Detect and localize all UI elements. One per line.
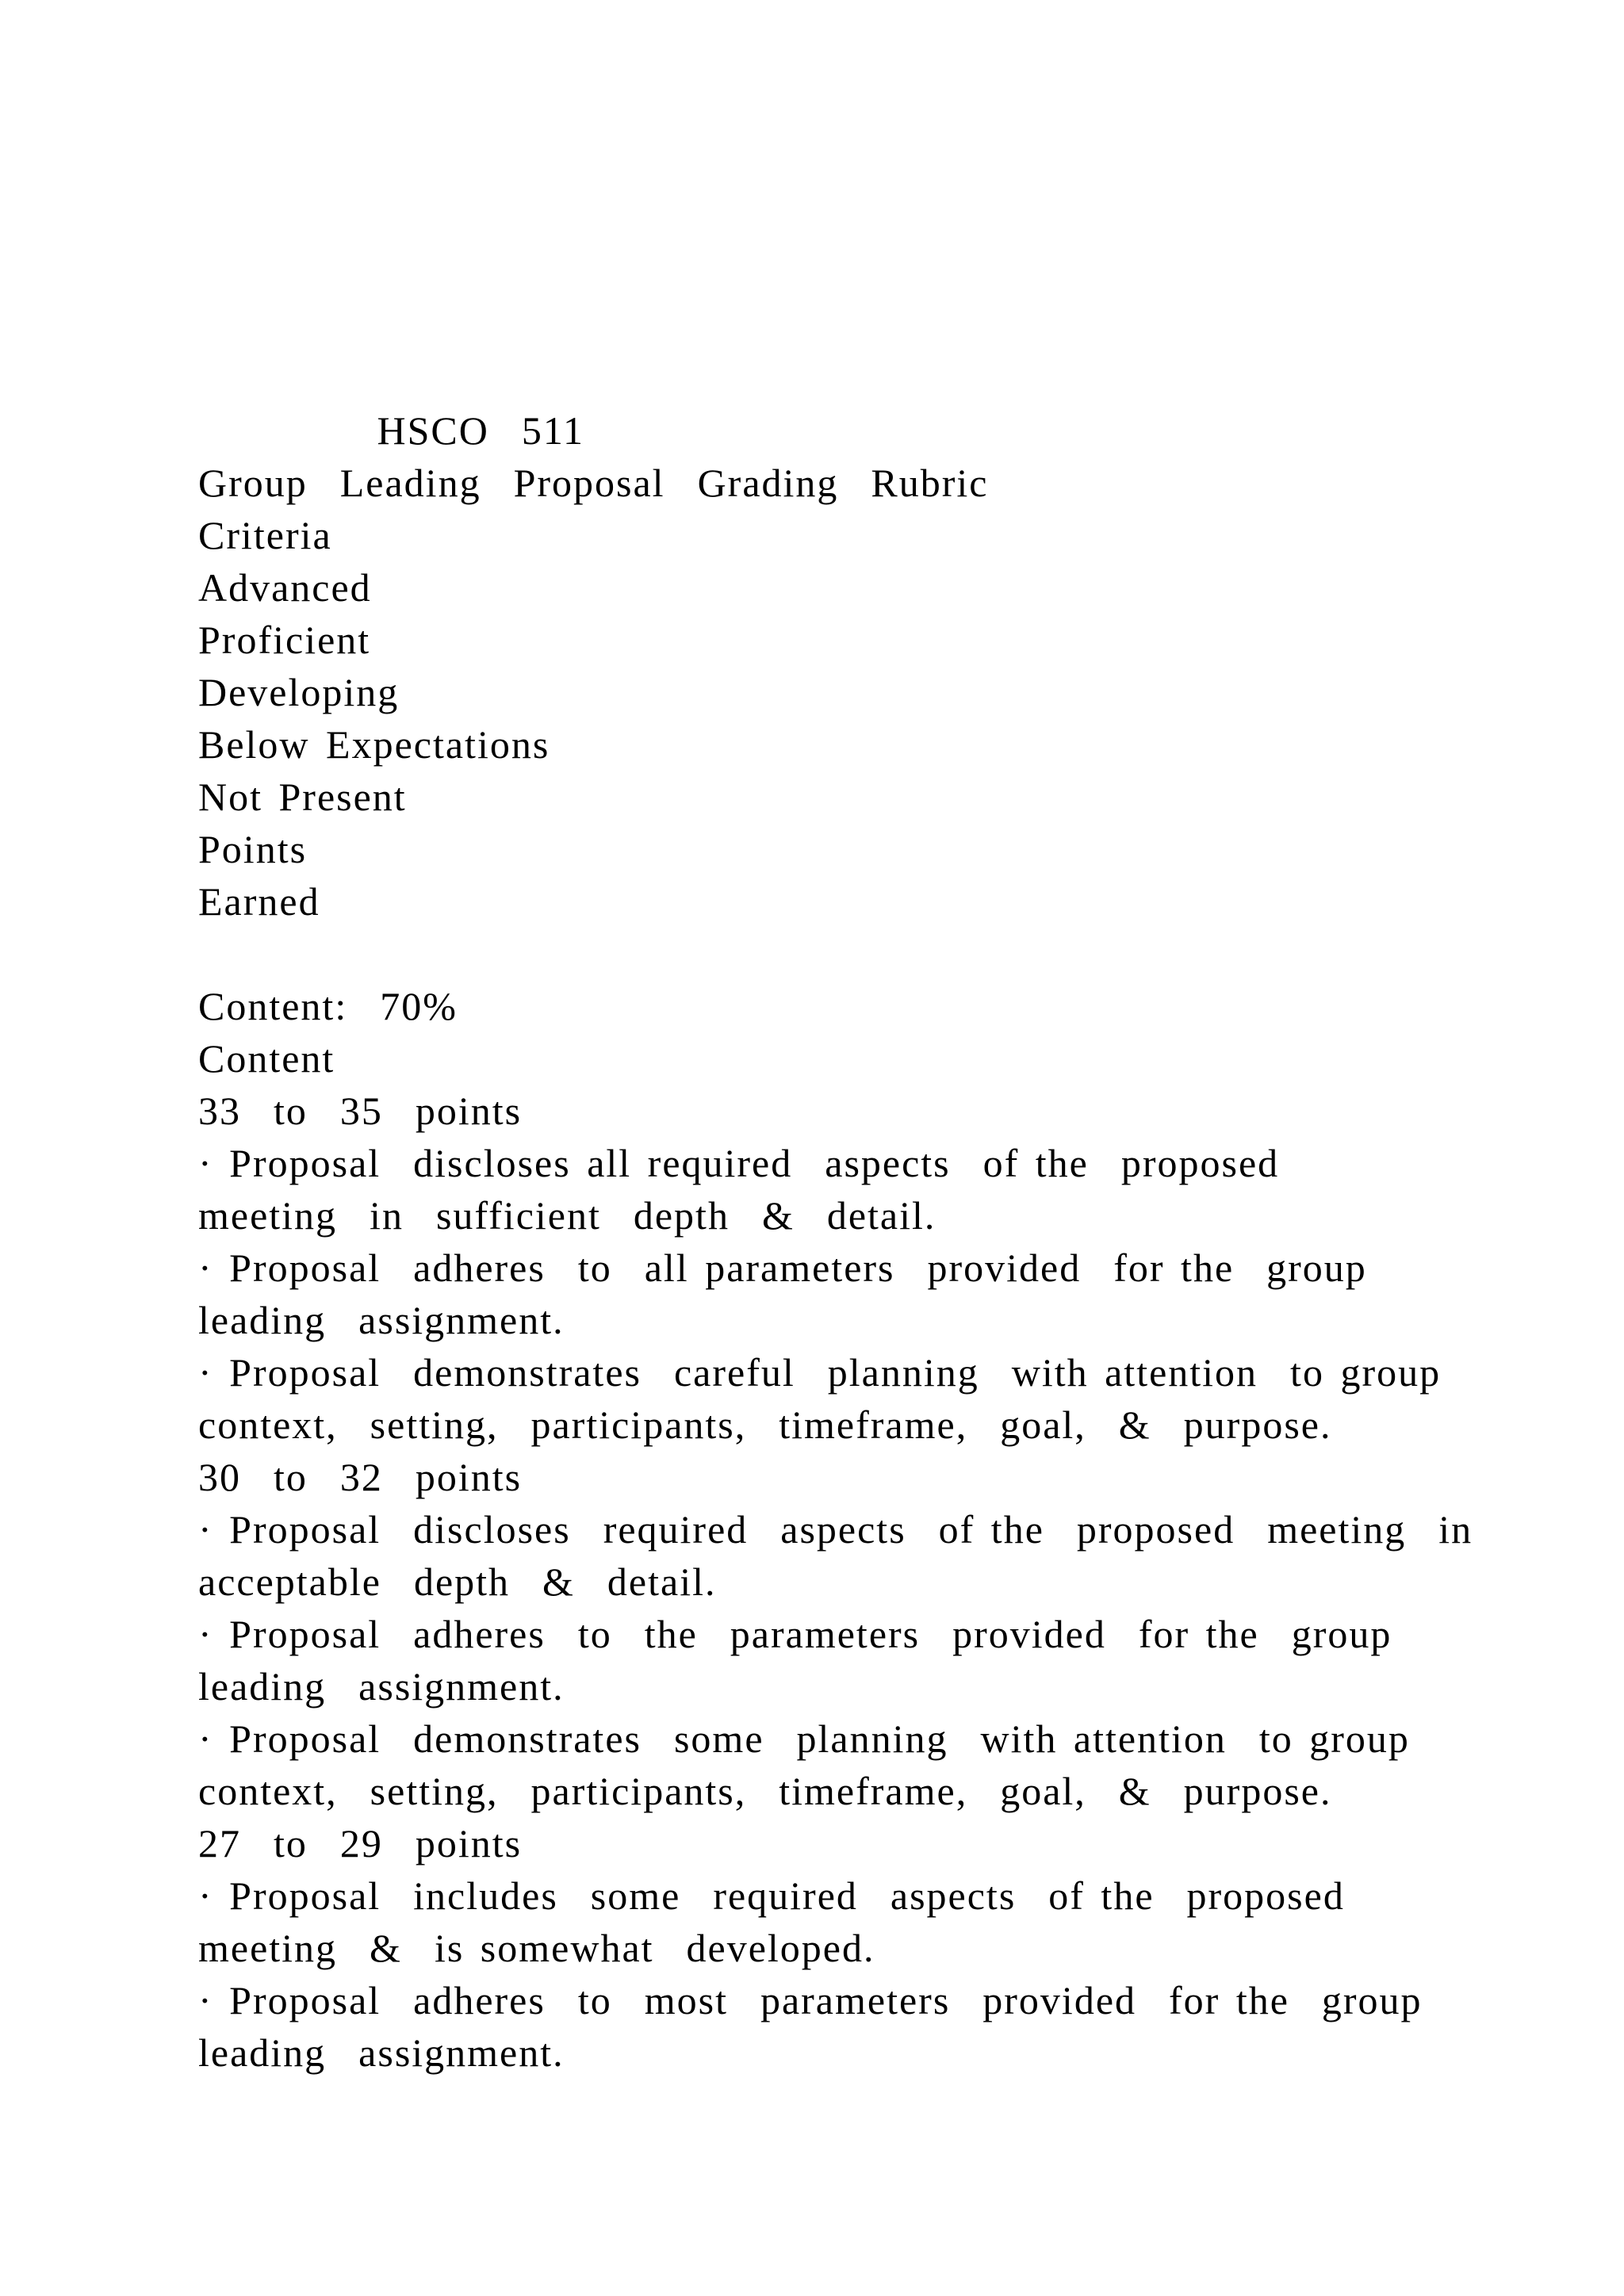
proficient-bullet-2-cont: leading assignment.	[198, 1664, 565, 1709]
document-title: Group Leading Proposal Grading Rubric	[198, 461, 989, 505]
section-content-weight: Content: 70%	[198, 984, 458, 1028]
document-body	[198, 404, 1473, 2079]
proficient-bullet-2: · Proposal adheres to the parameters provided for the group	[198, 1612, 1392, 1656]
advanced-points-range: 33 to 35 points	[198, 1089, 523, 1133]
criterion-content: Content	[198, 1036, 335, 1081]
advanced-bullet-2-cont: leading assignment.	[198, 1298, 565, 1342]
header-not-present: Not Present	[198, 775, 407, 819]
proficient-bullet-1: · Proposal discloses required aspects of the proposed meeting in	[198, 1507, 1473, 1552]
advanced-bullet-3-cont: context, setting, participants, timeframe, goal, & purpose.	[198, 1402, 1332, 1447]
header-developing: Developing	[198, 670, 400, 714]
advanced-bullet-1: · Proposal discloses all required aspects of the proposed	[198, 1141, 1280, 1185]
course-code: HSCO 511	[198, 408, 585, 453]
header-points: Points	[198, 827, 308, 871]
developing-bullet-1: · Proposal includes some required aspects of the proposed	[198, 1873, 1345, 1918]
header-advanced: Advanced	[198, 565, 372, 610]
proficient-bullet-1-cont: acceptable depth & detail.	[198, 1559, 717, 1604]
developing-bullet-2: · Proposal adheres to most parameters provided for the group	[198, 1978, 1423, 2022]
proficient-points-range: 30 to 32 points	[198, 1455, 523, 1499]
developing-points-range: 27 to 29 points	[198, 1821, 523, 1866]
proficient-bullet-3-cont: context, setting, participants, timeframe, goal, & purpose.	[198, 1769, 1332, 1813]
header-criteria: Criteria	[198, 513, 332, 557]
blank-line	[198, 928, 1451, 980]
proficient-bullet-3: · Proposal demonstrates some planning with attention to group	[198, 1716, 1410, 1761]
advanced-bullet-3: · Proposal demonstrates careful planning with attention to group	[198, 1350, 1442, 1395]
developing-bullet-1-cont: meeting & is somewhat developed.	[198, 1926, 875, 1970]
header-proficient: Proficient	[198, 618, 371, 662]
developing-bullet-2-cont: leading assignment.	[198, 2030, 565, 2075]
advanced-bullet-2: · Proposal adheres to all parameters provided for the group	[198, 1246, 1367, 1290]
header-below-expectations: Below Expectations	[198, 722, 550, 767]
advanced-bullet-1-cont: meeting in sufficient depth & detail.	[198, 1193, 936, 1238]
header-earned: Earned	[198, 879, 320, 924]
